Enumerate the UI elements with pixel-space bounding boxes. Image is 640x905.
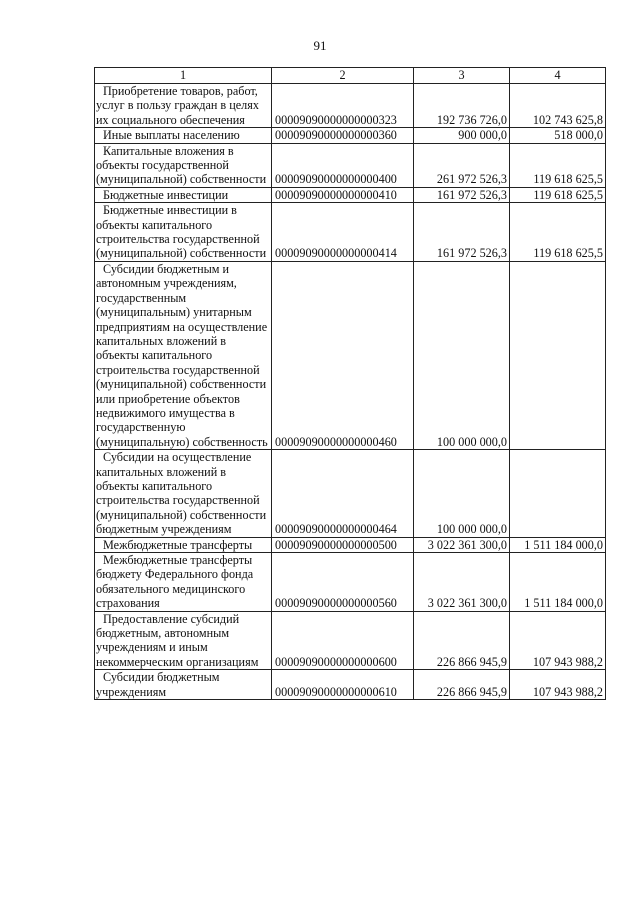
row-value-3: 161 972 526,3 bbox=[414, 187, 510, 202]
table-row bbox=[95, 187, 606, 202]
row-name: Межбюджетные трансферты bbox=[95, 537, 272, 552]
table-row bbox=[95, 203, 606, 262]
row-name: Субсидии на осуществление капитальных вложений в объекты капитального строительства государственной (муниципальной) собственности бюджетным учреждениям bbox=[95, 450, 272, 537]
row-code: 00009090000000000460 bbox=[272, 261, 414, 449]
row-value-3: 226 866 945,9 bbox=[414, 611, 510, 670]
row-value-3: 100 000 000,0 bbox=[414, 450, 510, 537]
row-code: 00009090000000000410 bbox=[272, 187, 414, 202]
row-code: 00009090000000000360 bbox=[272, 128, 414, 143]
row-name: Межбюджетные трансферты бюджету Федерального фонда обязательного медицинского страхования bbox=[95, 553, 272, 612]
row-name: Субсидии бюджетным учреждениям bbox=[95, 670, 272, 700]
row-value-4: 107 943 988,2 bbox=[510, 670, 606, 700]
table-row bbox=[95, 128, 606, 143]
row-name: Предоставление субсидий бюджетным, автономным учреждениям и иным некоммерческим организациям bbox=[95, 611, 272, 670]
table-row bbox=[95, 450, 606, 537]
column-header-2: 2 bbox=[272, 68, 414, 84]
table-row bbox=[95, 84, 606, 128]
row-code: 00009090000000000414 bbox=[272, 203, 414, 262]
row-value-4: 1 511 184 000,0 bbox=[510, 537, 606, 552]
column-header-4: 4 bbox=[510, 68, 606, 84]
row-value-3: 3 022 361 300,0 bbox=[414, 537, 510, 552]
row-value-3: 192 736 726,0 bbox=[414, 84, 510, 128]
table-row bbox=[95, 261, 606, 449]
row-name: Капитальные вложения в объекты государственной (муниципальной) собственности bbox=[95, 143, 272, 187]
page-number: 91 bbox=[313, 38, 327, 53]
table-row bbox=[95, 553, 606, 612]
column-header-1: 1 bbox=[95, 68, 272, 84]
row-value-4: 1 511 184 000,0 bbox=[510, 553, 606, 612]
row-value-3: 900 000,0 bbox=[414, 128, 510, 143]
row-value-4: 107 943 988,2 bbox=[510, 611, 606, 670]
row-value-4 bbox=[510, 261, 606, 449]
row-value-4: 119 618 625,5 bbox=[510, 143, 606, 187]
row-value-3: 226 866 945,9 bbox=[414, 670, 510, 700]
row-code: 00009090000000000600 bbox=[272, 611, 414, 670]
row-code: 00009090000000000400 bbox=[272, 143, 414, 187]
row-value-3: 161 972 526,3 bbox=[414, 203, 510, 262]
row-name: Иные выплаты населению bbox=[95, 128, 272, 143]
table-row bbox=[95, 537, 606, 552]
row-value-3: 100 000 000,0 bbox=[414, 261, 510, 449]
row-value-4: 119 618 625,5 bbox=[510, 187, 606, 202]
row-name: Бюджетные инвестиции в объекты капитального строительства государственной (муниципальной) собственности bbox=[95, 203, 272, 262]
row-code: 00009090000000000323 bbox=[272, 84, 414, 128]
row-name: Субсидии бюджетным и автономным учреждениям, государственным (муниципальным) унитарным предприятиям на осуществление капитальных вложений в объекты капитального строительства государственной (муниципальной) собственности или приобретение объектов недвижимого имущества в государственную (муниципальную) собственность bbox=[95, 261, 272, 449]
row-value-4 bbox=[510, 450, 606, 537]
row-value-4: 518 000,0 bbox=[510, 128, 606, 143]
table-row bbox=[95, 143, 606, 187]
header-row bbox=[95, 68, 606, 84]
row-code: 00009090000000000464 bbox=[272, 450, 414, 537]
budget-table bbox=[94, 67, 606, 700]
row-value-4: 102 743 625,8 bbox=[510, 84, 606, 128]
row-code: 00009090000000000500 bbox=[272, 537, 414, 552]
table-row bbox=[95, 670, 606, 700]
row-code: 00009090000000000610 bbox=[272, 670, 414, 700]
row-value-3: 3 022 361 300,0 bbox=[414, 553, 510, 612]
row-value-3: 261 972 526,3 bbox=[414, 143, 510, 187]
column-header-3: 3 bbox=[414, 68, 510, 84]
row-name: Приобретение товаров, работ, услуг в пользу граждан в целях их социального обеспечения bbox=[95, 84, 272, 128]
row-code: 00009090000000000560 bbox=[272, 553, 414, 612]
row-value-4: 119 618 625,5 bbox=[510, 203, 606, 262]
row-name: Бюджетные инвестиции bbox=[95, 187, 272, 202]
table-row bbox=[95, 611, 606, 670]
